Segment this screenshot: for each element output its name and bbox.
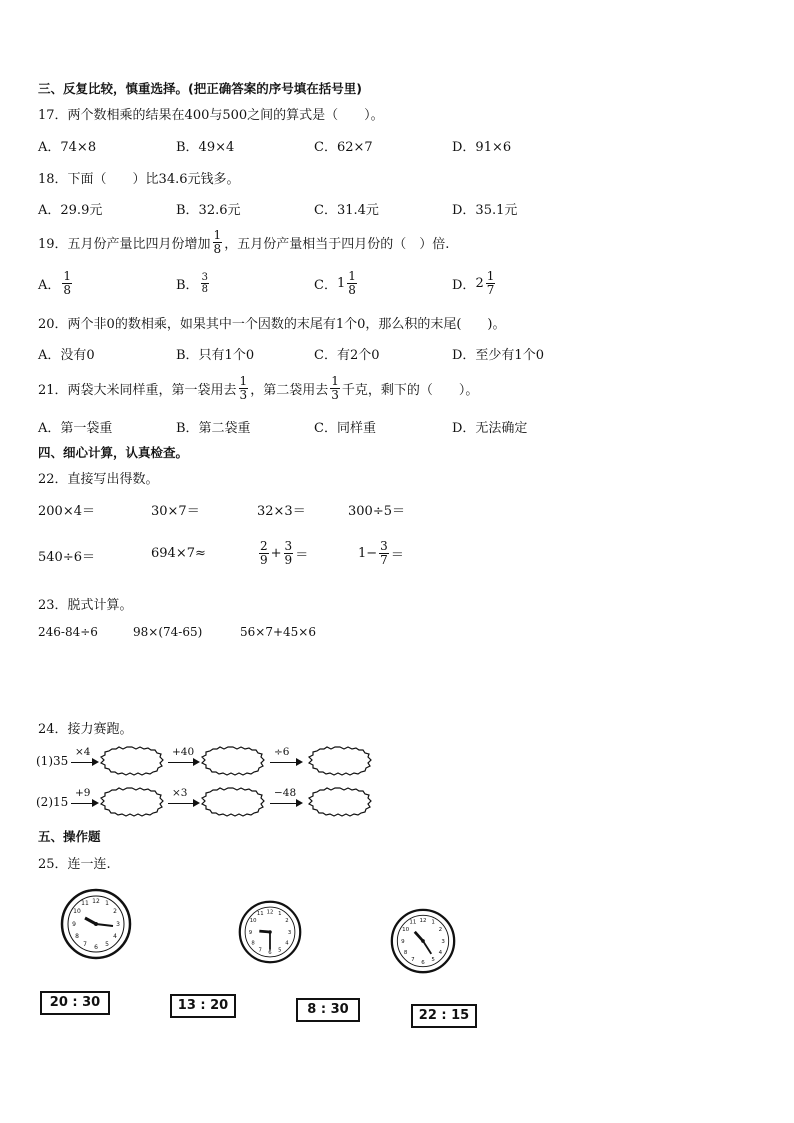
section-3-title: 三、反复比较，慎重选择。(把正确答案的序号填在括号里) [38,81,362,96]
fraction-denominator: 8 [63,282,72,297]
svg-text:8: 8 [403,949,408,956]
q21-option-c: C．同样重 [314,421,376,436]
fraction-denominator: 8 [201,283,208,295]
q20-option-d: D．至少有1个0 [452,348,544,363]
svg-text:6: 6 [421,959,425,966]
q21-option-a: A．第一袋重 [38,421,113,436]
q20-option-a: A．没有0 [38,348,95,363]
svg-text:2: 2 [438,926,443,933]
arrow-label: −48 [274,787,297,799]
q21-stem-text-c: 千克，剩下的（ ）。 [341,382,479,398]
fraction-numerator: 1 [239,373,248,388]
relay-2-start: (2)15 [36,795,69,809]
answer-cloud[interactable] [100,746,164,776]
svg-text:3: 3 [441,938,445,945]
arrow-label: +40 [172,746,195,758]
q21-stem-text-a: 21．两袋大米同样重，第一袋用去 [38,382,237,398]
q19-option-d [452,266,497,300]
relay-1-arrow-2 [168,746,200,767]
svg-text:7: 7 [258,947,262,954]
arrow-label: +9 [75,787,91,799]
time-box[interactable]: 8 : 30 [296,998,360,1022]
svg-text:7: 7 [83,941,87,948]
fraction-numerator: 1 [213,227,222,242]
svg-text:1: 1 [105,900,109,907]
relay-1-start: (1)35 [36,754,69,768]
clock-face-icon [390,908,456,974]
svg-text:11: 11 [409,919,417,926]
calc-item: 694×7≈ [151,546,206,561]
svg-text:9: 9 [401,938,405,945]
calc-item: 540÷6＝ [38,550,95,565]
section-5-title: 五、操作题 [38,829,101,844]
svg-text:7: 7 [411,957,415,964]
expression-item: 98×(74-65) [133,625,203,639]
question-20-stem: 20．两个非0的数相乘，如果其中一个因数的末尾有1个0，那么积的末尾( )。 [38,317,506,332]
expression-item: 56×7+45×6 [240,625,316,639]
option-label: C． [314,277,337,293]
arrow-label: ÷6 [274,746,290,758]
q18-option-c: C．31.4元 [314,203,379,218]
svg-text:4: 4 [438,949,443,956]
option-label: A． [38,277,61,293]
q17-option-b: B．49×4 [176,140,235,155]
svg-text:6: 6 [94,944,98,951]
fraction-denominator: 3 [331,387,339,402]
svg-text:11: 11 [256,911,264,918]
q18-option-a: A．29.9元 [38,203,103,218]
question-17-stem: 17．两个数相乘的结果在400与500之间的算式是（ ）。 [38,108,384,123]
q19-option-a [38,266,74,300]
svg-text:4: 4 [113,933,117,940]
answer-cloud[interactable] [305,746,375,776]
clock-face-icon [60,888,132,960]
calc-item-fraction-diff [358,534,404,572]
fraction-denominator: 8 [213,241,222,256]
fraction-numerator: 1 [348,268,356,283]
calc-item: 300÷5＝ [348,504,405,519]
q19-option-c [314,266,359,300]
svg-text:6: 6 [268,950,272,957]
fraction-denominator: 9 [260,552,268,567]
time-box[interactable]: 13 : 20 [170,994,236,1018]
arrow-label: ×4 [75,746,91,758]
answer-cloud[interactable] [100,787,164,817]
svg-text:12: 12 [266,909,274,916]
svg-text:1: 1 [431,919,435,926]
svg-text:9: 9 [248,929,253,936]
mixed-whole: 2 [475,275,484,291]
answer-cloud[interactable] [201,787,265,817]
fraction-denominator: 7 [486,282,495,297]
q20-option-b: B．只有1个0 [176,348,255,363]
svg-text:10: 10 [249,918,257,925]
fraction-numerator: 1 [331,373,339,388]
q21-stem-text-b: ，第二袋用去 [250,382,329,398]
answer-cloud[interactable] [305,787,375,817]
relay-2-arrow-3 [270,787,303,808]
q17-option-a: A．74×8 [38,140,97,155]
svg-text:9: 9 [72,921,76,928]
answer-cloud[interactable] [201,746,265,776]
fraction-denominator: 7 [380,552,388,567]
prefix: 1− [358,545,378,561]
option-label: B． [176,277,199,293]
svg-text:5: 5 [431,957,435,964]
svg-text:5: 5 [278,947,282,954]
svg-text:5: 5 [105,941,109,948]
relay-1-arrow-1 [71,746,99,767]
relay-2-arrow-1 [71,787,99,808]
question-25-stem: 25．连一连. [38,857,111,872]
expression-item: 246-84÷6 [38,625,98,639]
q20-option-c: C．有2个0 [314,348,380,363]
q19-option-b [176,266,211,300]
mixed-whole: 1 [336,275,346,291]
option-label: D． [452,277,476,293]
relay-2-arrow-2 [168,787,200,808]
question-22-stem: 22．直接写出得数。 [38,472,159,487]
question-18-stem: 18．下面（ ）比34.6元钱多。 [38,172,240,187]
svg-text:3: 3 [287,929,292,936]
q19-stem-text-b: ，五月份产量相当于四月份的（ ）倍. [224,236,450,252]
question-23-stem: 23．脱式计算。 [38,598,133,613]
svg-text:12: 12 [419,917,427,924]
svg-text:2: 2 [285,918,289,925]
operator: + [270,545,282,561]
fraction-numerator: 1 [486,268,495,283]
q21-option-d: D．无法确定 [452,421,528,436]
svg-text:10: 10 [402,926,410,933]
arrow-label: ×3 [172,787,188,799]
svg-text:4: 4 [285,940,289,947]
svg-text:10: 10 [73,908,81,915]
fraction-numerator: 3 [201,271,208,283]
q17-option-c: C．62×7 [314,140,373,155]
time-box[interactable]: 20 : 30 [40,991,110,1015]
fraction-denominator: 3 [239,387,248,402]
clock-face-icon [238,900,302,964]
calc-item: 200×4＝ [38,504,95,519]
fraction-numerator: 3 [284,538,293,553]
svg-text:11: 11 [81,900,89,907]
question-19-stem [38,224,449,260]
svg-text:2: 2 [113,908,117,915]
svg-text:12: 12 [92,898,100,905]
calc-item-fraction-sum [257,534,308,572]
equals: ＝ [295,547,309,563]
time-box[interactable]: 22 : 15 [411,1004,477,1028]
svg-text:8: 8 [75,933,79,940]
fraction-denominator: 8 [348,282,356,297]
calc-item: 32×3＝ [257,504,306,519]
section-4-title: 四、细心计算，认真检查。 [38,445,189,460]
q17-option-d: D．91×6 [452,140,512,155]
svg-text:8: 8 [251,940,255,947]
calc-item: 30×7＝ [151,504,200,519]
q19-stem-text-a: 19．五月份产量比四月份增加 [38,236,211,252]
q21-option-b: B．第二袋重 [176,421,251,436]
question-24-stem: 24．接力赛跑。 [38,722,133,737]
fraction-numerator: 2 [260,538,268,553]
question-21-stem [38,370,478,406]
svg-text:1: 1 [278,911,282,918]
fraction-numerator: 3 [380,538,388,553]
relay-1-arrow-3 [270,746,303,767]
fraction-numerator: 1 [63,268,72,283]
fraction-denominator: 9 [284,552,293,567]
q19-stem-fraction [213,229,223,256]
equals: ＝ [390,547,404,563]
q18-option-d: D．35.1元 [452,203,518,218]
q18-option-b: B．32.6元 [176,203,241,218]
svg-text:3: 3 [116,921,120,928]
